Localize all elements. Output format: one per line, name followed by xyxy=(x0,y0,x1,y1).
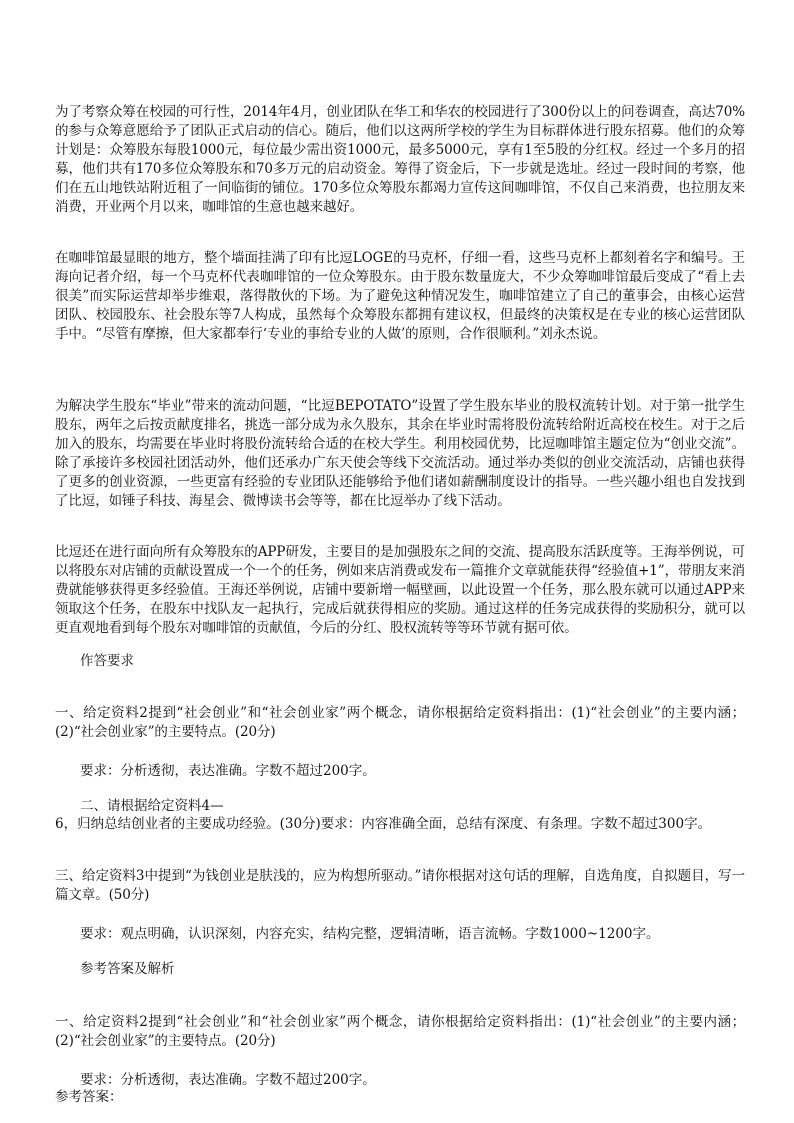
paragraph-equity-transfer: 为解决学生股东“毕业”带来的流动问题，“比逗BEPOTATO”设置了学生股东毕业的股权流转计划。对于第一批学生股东，两年之后按贡献度排名，挑选一部分成为永久股东，其余在毕业时需将股份流转给附近高校在校生。对于之后加入的股东，均需要在毕业时将股份流转给合适的在校大学生。利用校园优势，比逗咖啡馆主题定位为“创业交流”。除了承接许多校园社团活动外，他们还承办广东天使会等线下交流活动。通过举办类似的创业交流活动，店铺也获得了更多的创业资源，一些更富有经验的专业团队还能够给予他们诸如薪酬制度设计的指导。一些兴趣小组也自发找到了比逗，如锤子科技、海星会、微博读书会等等，都在比逗举办了线下活动。 xyxy=(55,398,745,509)
paragraph-crowdfunding: 为了考察众筹在校园的可行性，2014年4月，创业团队在华工和华农的校园进行了300份以上的问卷调查，高达70%的参与众筹意愿给予了团队正式启动的信心。随后，他们以这两所学校的学生为目标群体进行股东招募。他们的众筹计划是：众筹股东每股1000元，每位最少需出资1000元，最多5000元，享有1至5股的分红权。经过一个多月的招募，他们共有170多位众筹股东和70多万元的启动资金。筹得了资金后，下一步就是选址。经过一段时间的考察，他们在五山地铁站附近租了一间临街的铺位。170多位众筹股东都竭力宣传这间咖啡馆，不仅自己来消费，也拉朋友来消费，开业两个月以来，咖啡馆的生意也越来越好。 xyxy=(55,104,745,215)
section-title-answers: 参考答案及解析 xyxy=(80,961,175,977)
question-1: 一、给定资料2提到“社会创业”和“社会创业家”两个概念，请你根据给定资料指出：(1)“社会创业”的主要内涵；(2)“社会创业家”的主要特点。(20分) xyxy=(55,705,745,740)
paragraph-app: 比逗还在进行面向所有众筹股东的APP研发，主要目的是加强股东之间的交流、提高股东活跃度等。王海举例说，可以将股东对店铺的贡献设置成一个一个的任务，例如来店消费或发布一篇推介文章就能获得“经验值+1”，带朋友来消费就能够获得更多经验值。王海还举例说，店铺中要新增一幅壁画，以此设置一个任务，那么股东就可以通过APP来领取这个任务，在股东中找队友一起执行，完成后就获得相应的奖励。通过这样的任务完成获得的奖励积分，就可以更直观地看到每个股东对咖啡馆的贡献值，今后的分红、股权流转等等环节就有据可依。 xyxy=(55,544,745,636)
answer-1-requirement: 要求：分析透彻，表达准确。字数不超过200字。 xyxy=(80,1072,376,1088)
answer-1-question: 一、给定资料2提到“社会创业”和“社会创业家”两个概念，请你根据给定资料指出：(1)“社会创业”的主要内涵；(2)“社会创业家”的主要特点。(20分) xyxy=(55,1014,745,1049)
question-3: 三、给定资料3中提到“为钱创业是肤浅的，应为构想所驱动。”请你根据对这句话的理解，自选角度，自拟题目，写一篇文章。(50分) xyxy=(55,868,745,903)
paragraph-mug-wall: 在咖啡馆最显眼的地方，整个墙面挂满了印有比逗LOGE的马克杯，仔细一看，这些马克杯上都刻着名字和编号。王海向记者介绍，每一个马克杯代表咖啡馆的一位众筹股东。由于股东数量庞大，不少众筹咖啡馆最后变成了“看上去很美”而实际运营却举步维艰，落得散伙的下场。为了避免这种情况发生，咖啡馆建立了自己的董事会，由核心运营团队、校园股东、社会股东等7人构成，虽然每个众筹股东都拥有建议权，但最终的决策权是在专业的核心运营团队手中。“尽管有摩擦，但大家都奉行‘专业的事给专业的人做’的原则，合作很顺利。”刘永杰说。 xyxy=(55,250,745,342)
question-3-requirement: 要求：观点明确，认识深刻，内容充实，结构完整，逻辑清晰，语言流畅。字数1000~1200字。 xyxy=(80,926,660,942)
question-2-line-2: 6，归纳总结创业者的主要成功经验。(30分)要求：内容准确全面，总结有深度、有条理。字数不超过300字。 xyxy=(55,816,712,832)
answer-label: 参考答案： xyxy=(55,1089,123,1105)
question-2-line-1: 二、请根据给定资料4— xyxy=(80,798,224,814)
question-1-requirement: 要求：分析透彻，表达准确。字数不超过200字。 xyxy=(80,763,376,779)
section-title-requirements: 作答要求 xyxy=(80,653,134,669)
